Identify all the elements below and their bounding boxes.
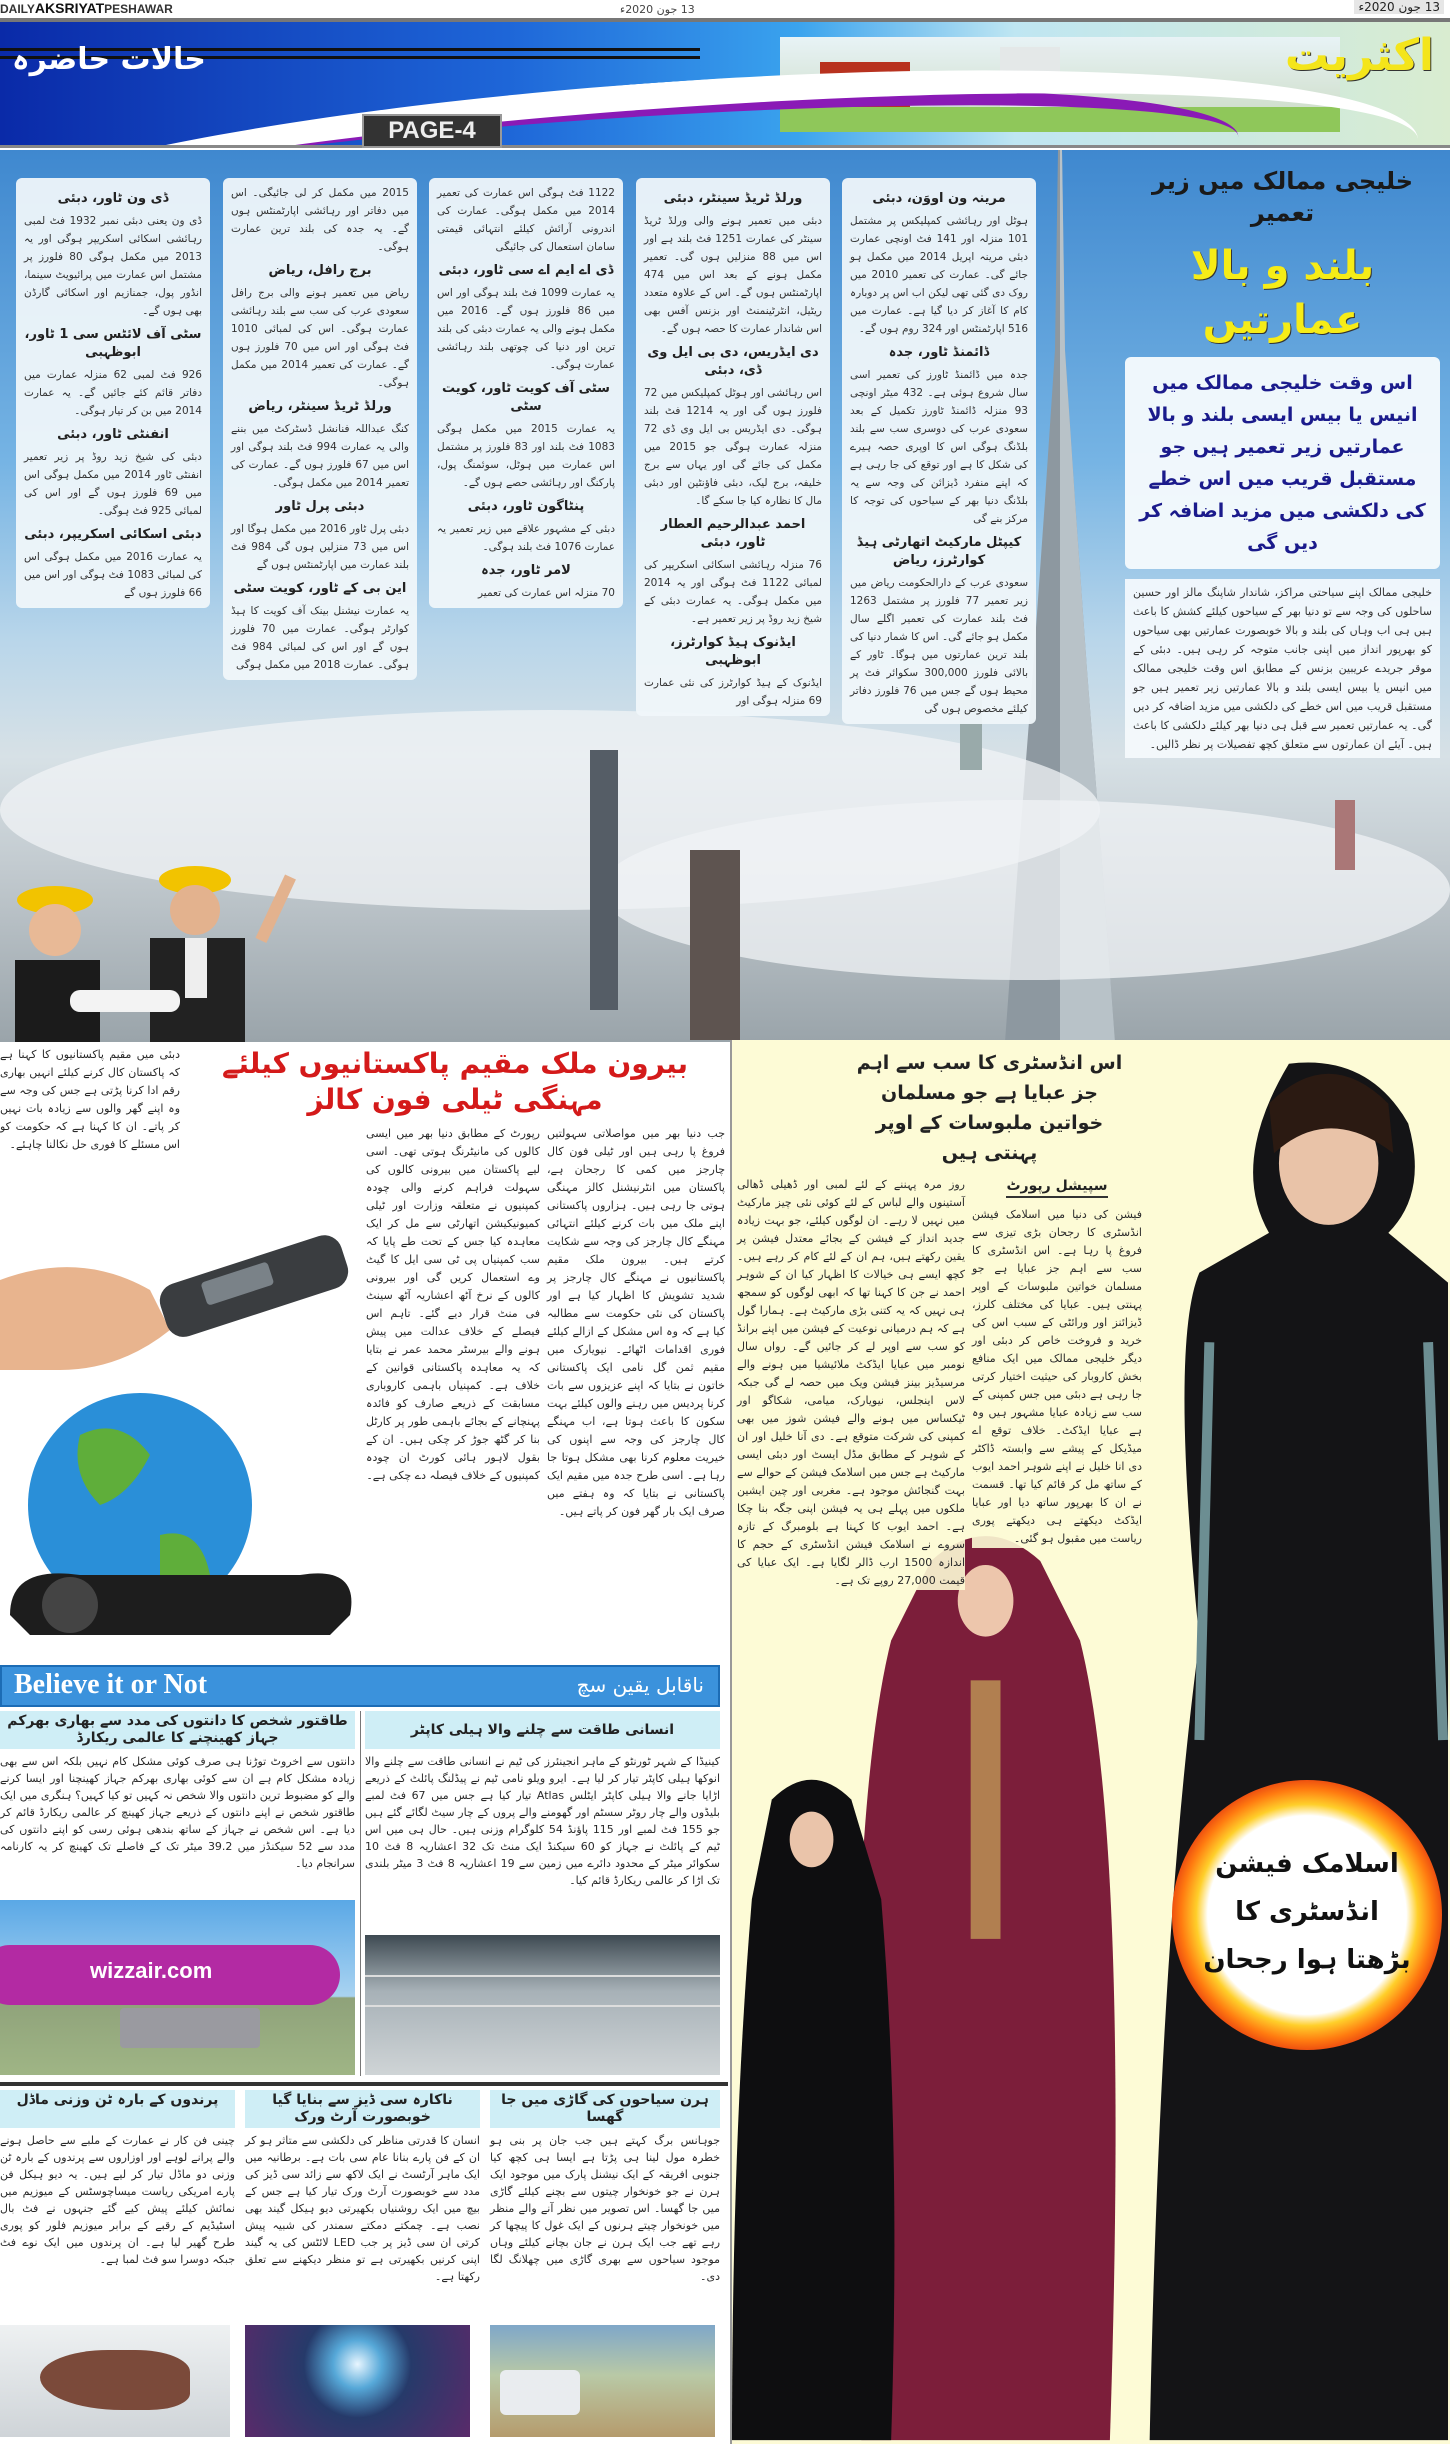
tower-text: 926 فٹ لمبی 62 منزلہ عمارت میں دفاتر قائم کئے جائیں گے۔ یہ عمارت 2014 میں بن کر تیار ہوگی۔ xyxy=(24,369,202,417)
page-number: PAGE-4 xyxy=(362,114,502,148)
tower-title: ورلڈ ٹریڈ سینٹر، دبئی xyxy=(663,191,803,206)
fashion-columns xyxy=(737,1176,1142,1590)
section-divider xyxy=(0,2082,728,2086)
tower-text: یہ عمارت 1099 فٹ بلند ہوگی اور اس میں 86 فلورز ہوں گے۔ 2016 میں مکمل ہونے والی یہ عمارت دبئی کی بلند ترین اور دنیا کی چوتھی بلند رہائشی عمارت ہوگی۔ xyxy=(437,287,615,371)
tower-text: جدہ میں ڈائمنڈ ٹاورز کی تعمیر اسی سال شروع ہوئی ہے۔ 432 میٹر اونچی 93 منزلہ ڈائمنڈ ٹاورز تکمیل کے بعد سعودی عرب کی دوسری سب سے بلند بلڈنگ ہوگی اس کا اوپری حصہ ہیرے کی شکل کا ہے اور توقع کی جا رہی ہے کہ اپنے منفرد ڈیزائن کی وجہ سے یہ بلڈنگ دنیا بھر کے سیاحوں کی توجہ کا مرکز بنے گی xyxy=(850,369,1028,525)
info-column xyxy=(429,178,623,608)
tower-title: دبئی اسکائی اسکریپر، دبئی xyxy=(24,527,202,542)
tower-text: دبئی میں تعمیر ہونے والی ورلڈ ٹریڈ سینٹر کی عمارت 1251 فٹ بلند ہے اور اس میں 88 منزلیں ہوں گی۔ تعمیر مکمل ہونے کے بعد اس میں 474 اپارٹمنٹس ہوں گے۔ اس کے علاوہ متعدد ریٹیل، انٹرٹینمنٹ اور بزنس آفس بھی اس شاندار عمارت کا حصہ ہوں گے۔ xyxy=(644,215,823,335)
tower-text: یہ عمارت 2016 میں مکمل ہوگی اس کی لمبائی 1083 فٹ ہوگی اور اس میں 66 فلورز ہوں گے xyxy=(24,551,202,599)
tower-title: ڈی اے ایم اے سی ٹاور، دبئی xyxy=(438,263,614,278)
masthead-city: PESHAWAR xyxy=(104,2,173,16)
fashion-right-column xyxy=(972,1176,1142,1590)
article-column: فیشن کی دنیا میں اسلامک فیشن انڈسٹری کا رجحان بڑی تیزی سے فروغ پا رہا ہے۔ اس انڈسٹری کا سب سے اہم جز عبایا ہے جو مسلمان خواتین ملبوسات کے اوپر پہنتی ہیں۔ عبایا کی مختلف کلرز، ڈیزائنز اور ورائٹی کے سبب اس کی خرید و فروخت خاص کر دبئی اور دیگر خلیجی ممالک میں ایک منافع بخش کاروبار کی حیثیت اختیار کرتی جا رہی ہے دبئی میں جس کمپنی کے سب سے زیادہ عبایا مشہور ہیں وہ ہے عبایا ایڈکٹ۔ خلاف توقع اے میڈیکل کے پیشے سے وابستہ ڈاکٹر دی انا خلیل نے اپنے شوہر احمد ایوب کے ساتھ مل کر قائم کیا تھا۔ قسمت نے ان کا بھرپور ساتھ دیا اور عبایا ایڈکٹ دیکھتے ہی دیکھتے پوری ریاست میں مقبول ہو گئی۔ xyxy=(972,1206,1142,1548)
masthead-brand: AKSRIYAT xyxy=(34,0,105,16)
tower-text: ریاض میں تعمیر ہونے والی برج رافل سعودی عرب کی سب سے بلند رہائشی عمارت ہوگی۔ اس کی لمبائی 1010 فٹ ہوگی اور اس میں 70 فلورز ہوں گے۔ عمارت کی تعمیر 2014 میں مکمل ہوگی۔ xyxy=(231,287,409,389)
tower-title: ڈائمنڈ ٹاور، جدہ xyxy=(888,345,990,360)
article-text: انسان کا قدرتی مناظر کی دلکشی سے متاثر ہو کر ان کے فن پارے بنانا عام سی بات ہے۔ برطانیہ میں ایک ماہر آرٹسٹ نے ایک لاکھ سے زائد سی ڈیز کی مدد سے خوبصورت آرٹ ورک تیار کیا ہے جس کے بیچ میں ایک روشنیاں بکھیرتی دیو ہیکل گیند بھی نصب ہے۔ چمکتے دمکتے سمندر کی شبیہ پیش کرتی ان سی ڈیز پر جب LED لائٹس کی یہ گیند اپنی کرنیں بکھیرتی ہے تو منظر دیکھنے سے تعلق رکھتا ہے۔ xyxy=(245,2134,480,2283)
headline: بلند و بالا عمارتیں xyxy=(1190,243,1375,343)
bird-sculpture-photo xyxy=(0,2325,230,2437)
issue-date-right: 13 جون 2020ء xyxy=(1354,0,1444,14)
tower-text: ایڈنوک کے ہیڈ کوارٹرز کی نئی عمارت 69 منزلہ ہوگی اور xyxy=(644,677,822,707)
fashion-kicker: اس انڈسٹری کا سب سے اہم جز عبایا ہے جو مسلمان خواتین ملبوسات کے اوپر پہنتی ہیں xyxy=(856,1052,1123,1164)
article-text: کینیڈا کے شہر ٹورنٹو کے ماہر انجینئرز کی ٹیم نے انسانی طاقت سے چلنے والا انوکھا ہیلی کاپٹر تیار کر لیا ہے۔ ایرو ویلو نامی ٹیم نے پیڈلنگ پائلٹ کے ذریعے اڑایا جانے والا ہیلی کاپٹر ایٹلس Atlas تیار کیا ہے جس میں 67 فٹ لمبے بلیڈوں والے چار روٹر سسٹم اور گھومنے والے پروں کے چار سیٹ لگائے گئے ہیں جو 155 فٹ لمبے اور 115 پاؤنڈ 54 کلوگرام وزنی ہیں۔ حال ہی میں اس ٹیم کے پائلٹ نے جہاز کو 60 سیکنڈ ایک منٹ تک 32 اعشاریہ 8 فٹ 10 سکوائر میٹر کے محدود دائرے میں زمین سے 19 اعشاریہ 8 فٹ 3 میٹر بلندی تک اڑا کر عالمی ریکارڈ قائم کیا۔ xyxy=(365,1755,721,1887)
issue-date: 13 جون 2020ء xyxy=(620,3,695,16)
article-title: طاقتور شخص کا دانتوں کی مدد سے بھاری بھرکم جہاز کھینچنے کا عالمی ریکارڈ xyxy=(0,1711,355,1749)
tower-text: یہ عمارت نیشنل بینک آف کویت کا ہیڈ کوارٹر ہوگی۔ عمارت میں 70 فلورز ہوں گے اور اس کی لمبائی 984 فٹ ہوگی۔ عمارت 2018 میں مکمل ہوگی xyxy=(231,605,409,671)
car-image xyxy=(500,2370,580,2415)
engineers-photo xyxy=(0,750,360,1042)
tower-image xyxy=(590,750,618,1010)
fashion-feature xyxy=(730,1040,1450,2444)
fashion-text-block xyxy=(737,1048,1142,1590)
towers-feature xyxy=(0,150,1450,1042)
info-column xyxy=(16,178,210,608)
tower-title: سٹی آف کویت ٹاور، کویت سٹی xyxy=(442,381,610,414)
section-title-en: Believe it or Not xyxy=(14,1669,208,1700)
believe-it-or-not-bar xyxy=(0,1665,720,1707)
feature-badge xyxy=(1172,1780,1442,2050)
column-divider xyxy=(360,1711,361,2076)
info-column xyxy=(636,178,830,716)
tower-title: کیپٹل مارکیٹ اتھارٹی ہیڈ کوارٹرز، ریاض xyxy=(856,535,1022,568)
section-title: حالات حاضرہ xyxy=(12,42,206,77)
tower-title: انفنٹی ٹاور، دبئی xyxy=(57,427,169,442)
info-column xyxy=(842,178,1036,724)
tower-text: کنگ عبداللہ فنانشل ڈسٹرکٹ میں بننے والی یہ عمارت 994 فٹ بلند ہوگی اور اس میں 67 فلورز ہوں گے۔ عمارت کی تعمیر 2014 میں مکمل ہوگی۔ xyxy=(231,423,409,489)
tower-text: 2015 میں مکمل کر لی جائیگی۔ اس میں دفاتر اور رہائشی اپارٹمنٹس ہوں گے۔ یہ جدہ کی بلند ترین عمارت ہوگی۔ xyxy=(231,187,409,253)
tower-image xyxy=(690,850,740,1040)
lead-text: اس وقت خلیجی ممالک میں انیس یا بیس ایسی بلند و بالا عمارتیں زیر تعمیر ہیں جو مستقبل قریب میں اس خطے کی دلکشی میں مزید اضافہ کر دیں گی xyxy=(1139,372,1426,554)
rotor-frame xyxy=(365,1975,720,1977)
rotor-frame xyxy=(365,2005,720,2007)
masthead xyxy=(0,0,173,16)
tower-text: دبئی پرل ٹاور 2016 میں مکمل ہوگا اور اس میں 73 منزلیں ہوں گی 984 فٹ بلند عمارت میں اپارٹمنٹس ہوں گے xyxy=(231,523,410,571)
tower-text: ڈی ون یعنی دبئی نمبر 1932 فٹ لمبی رہائشی اسکائی اسکریپر ہوگی اور یہ 2013 میں مکمل ہوگی 80 فلورز پر مشتمل اس عمارت میں پرائیویٹ سینما، انڈور پول، جمنازیم اور اسکائی گارڈن بھی ہوں گے۔ xyxy=(24,215,202,317)
tower-text: 70 منزلہ اس عمارت کی تعمیر xyxy=(478,587,615,599)
article-column: رپورٹ کے مطابق دنیا بھر میں ایسی کالوں کی مانیٹرنگ ہوتی تھی۔ اسی لیے پاکستان میں بیرونی کالوں کی سہولت فراہم کرنے والی چودہ کمپنیوں نے متعلقہ وزارت اور ٹیلی کمیونیکیشن اتھارٹی سے مل کر ایک معاہدہ کیا جس کے تحت طے پایا کہ سب کمپنیاں پی ٹی سی ایل کا گیٹ وے استعمال کریں گی اور بیرونی کالوں کے نرخ آٹھ اعشاریہ آٹھ سینٹ فی منٹ قرار دیے گئے۔ تاہم اس فیصلے کے خلاف عدالت میں پیش ہونے والے بیرسٹر محمد عمر نے بتایا کہ یہ معاہدہ پاکستانی قوانین کے خلاف ہے۔ کمپنیاں باہمی کاروباری مسابقت کے ذریعے صارف کو فائدہ پہنچانے کے بجائے باہمی طور پر کارٹل بنا کر گٹھ جوڑ کر چکی ہیں۔ ان کے بقول لاہور ہائی کورٹ ان چودہ کمپنیوں کے خلاف فیصلہ دے چکی ہے۔ xyxy=(366,1127,540,1482)
tower-title: پنٹاگون ٹاور، دبئی xyxy=(467,499,585,514)
tower-text: 76 منزلہ رہائشی اسکائی اسکریپر کی لمبائی 1122 فٹ ہوگی اور یہ 2014 میں مکمل ہوگی۔ یہ عمارت دبئی کے شیخ زید روڈ پر زیر تعمیر ہے۔ xyxy=(644,559,823,625)
badge-text: اسلامک فیشن انڈسٹری کا بڑھتا ہوا رجحان xyxy=(1203,1849,1411,1975)
hand-phone-photo xyxy=(0,1220,360,1385)
tower-title: برج رافل، ریاض xyxy=(268,263,372,278)
article-column: جب دنیا بھر میں مواصلاتی سہولتیں فروغ پا رہی ہیں اور ٹیلی فون کال چارجز میں کمی کا رجحان ہے، پاکستان میں انٹرنیشنل کالز مہنگی ہوتی جا رہی ہیں۔ ہزاروں پاکستانی اپنے ملک میں بات کرنے کیلئے انتہائی مہنگے کال چارجز کی وجہ سے شکایت کرتے ہیں۔ بیرون ملک مقیم پاکستانیوں نے مہنگے کال چارجز پر شدید تشویش کا اظہار کیا ہے اور پاکستان کی نئی حکومت سے مطالبہ کیا ہے کہ وہ اس مشکل کے ازالے کیلئے فوری اقدامات اٹھائے۔ نیویارک میں مقیم ثمن گل نامی ایک پاکستانی خاتون نے بتایا کہ اپنے عزیزوں سے بات کرنا پردیس میں رہنے والوں کیلئے بہت سکون کا باعث ہوتا ہے، اب مہنگے کال چارجز کی وجہ سے اپنوں کی خیریت معلوم کرنا بھی مشکل ہوتا جا رہا ہے۔ اسی طرح جدہ میں مقیم ایک پاکستانی نے بتایا کہ وہ ہفتے میں صرف ایک بار گھر فون کر پاتے ہیں۔ xyxy=(547,1127,725,1518)
bird-model xyxy=(40,2350,190,2410)
headline-kicker: خلیجی ممالک میں زیر تعمیر xyxy=(1151,167,1414,227)
tower-title: ایڈنوک ہیڈ کوارٹرز، ابوظہبی xyxy=(670,635,796,668)
tower-title: ورلڈ ٹریڈ سینٹر، ریاض xyxy=(248,399,392,414)
article-text: دانتوں سے اخروٹ توڑنا ہی صرف کوئی مشکل کام نہیں بلکہ اس سے بھی زیادہ مشکل کام ہے ان سے کوئی بھاری بھرکم جہاز کھینچنا اور ایسا کرنے والے کو مضبوط ترین دانتوں والا شخص نہ کہیں تو کیا کہیں؟ ہنگری میں ایک طاقتور شخص نے اپنے دانتوں کے ذریعے جہاز کھینچ کر عالمی ریکارڈ قائم کر دیا ہے۔ اس شخص نے جہاز کے ساتھ بندھی ہوئی رسی کو اپنے دانتوں کی مدد سے 52 سیکنڈز میں 39.2 میٹر تک کے فاصلے تک کھینچ کر یہ کارنامہ سرانجام دیا۔ xyxy=(0,1755,355,1870)
tower-text: سعودی عرب کے دارالحکومت ریاض میں زیر تعمیر 77 فلورز پر مشتمل 1263 فٹ بلند عمارت کی تعمیر اگلے سال مکمل ہو جائے گی۔ اس کا شمار دنیا کی بلند ترین عمارتوں میں ہوگا۔ ٹاور کے بالائی فلورز 300,000 سکوائر فٹ پر محیط ہوں گے جس میں 76 فلورز دفاتر کیلئے مخصوص ہوں گی xyxy=(850,577,1029,715)
globe-telephone-photo xyxy=(0,1385,360,1660)
article-title: انسانی طاقت سے چلنے والا ہیلی کاپٹر xyxy=(365,1711,720,1749)
plane-photo xyxy=(0,1900,355,2075)
cd-artwork-photo xyxy=(245,2325,470,2437)
tower-title: سٹی آف لائٹس سی 1 ٹاور، ابوظہبی xyxy=(24,327,202,360)
deer-car-photo xyxy=(490,2325,715,2437)
side-text: دبئی میں مقیم پاکستانیوں کا کہنا ہے کہ پاکستان کال کرنے کیلئے انہیں بھاری رقم ادا کرنا پڑتی ہے جس کی وجہ سے وہ اپنے گھر والوں سے زیادہ بات نہیں کر پاتے۔ ان کا کہنا ہے کہ حکومت کو اس مسئلے کا فوری حل نکالنا چاہئے۔ xyxy=(0,1048,180,1151)
article-title: ناکارہ سی ڈیز سے بنایا گیا خوبصورت آرٹ ورک xyxy=(245,2090,480,2128)
phone-headline: بیرون ملک مقیم پاکستانیوں کیلئے مہنگی ٹیلی فون کالز xyxy=(221,1047,689,1116)
tower-title: لامر ٹاور، جدہ xyxy=(481,563,571,578)
intro-text: خلیجی ممالک اپنے سیاحتی مراکز، شاندار شاپنگ مالز اور حسین ساحلوں کی وجہ سے تو دنیا بھر کے سیاحوں کیلئے کشش کا باعث ہیں ہی اب وہاں کی بلند و بالا خوبصورت عمارتیں بھی سیاحوں کو بھرپور انداز میں اپنی جانب متوجہ کر رہی ہیں۔ دبئی کے موقر جریدے عریبین بزنس کے مطابق اس وقت خلیجی ممالک میں انیس یا بیس ایسی بلند و بالا عمارتیں زیر تعمیر ہیں جو مستقبل قریب میں اس خطے کی دلکشی میں مزید اضافہ کر دیں گی۔ یہ عمارتیں تعمیر سے قبل ہی دنیا بھر کیلئے دلکشی کا باعث ہیں۔ آیئے ان عمارتوں سے متعلق کچھ تفصیلات پر نظر ڈالیں۔ xyxy=(1125,579,1440,758)
tower-title: این بی کے ٹاور، کویت سٹی xyxy=(233,581,407,596)
article-text: چینی فن کار نے عمارت کے ملبے سے حاصل ہونے والے پرانے لوہے اور اوزاروں سے پرندوں کے بارہ ٹن وزنی دو ماڈل تیار کر لیے ہیں۔ یہ دیو ہیکل فن پارے امریکی ریاست میساچوسٹس کے میوزیم میں نمائش کیلئے پیش کیے گئے جنہوں نے فٹ بال اسٹیڈیم کے رقبے کے برابر میوزیم فلور کو پوری طرح گھیر لیا ہے۔ ان پرندوں میں ایک نوے فٹ جبکہ دوسرا سو فٹ لمبا ہے۔ xyxy=(0,2134,235,2266)
tower-text: دبئی کے مشہور علاقے میں زیر تعمیر یہ عمارت 1076 فٹ بلند ہوگی۔ xyxy=(437,523,615,553)
info-column xyxy=(223,178,417,680)
tower-image xyxy=(1335,800,1355,870)
page-banner xyxy=(0,18,1450,148)
tower-title: دی ایڈریس، دی بی ایل وی ڈی، دبئی xyxy=(647,345,819,378)
byline: سپیشل رپورٹ xyxy=(1006,1176,1107,1198)
tower-title: ڈی ون ٹاور، دبئی xyxy=(57,191,169,206)
article-column: روز مرہ پہننے کے لئے لمبی اور ڈھیلی ڈھالی آستینوں والے لباس کے لئے کوئی نئی چیز مارکیٹ میں نہیں لا رہے۔ ان لوگوں کیلئے، جو بہت زیادہ جدید انداز کے فیشن کے بجائے معتدل فیشن پر یقین رکھتے ہیں، ہم ان کے لئے کام کر رہے ہیں۔ کچھ ایسے ہی خیالات کا اظہار کیا ان کے شوہر احمد نے جن کا کہنا تھا کہ ابھی لوگوں کو سمجھ ہی نہیں کہ یہ کتنی بڑی مارکیٹ ہے۔ ہمارا گول ہے کہ ہم درمیانی نوعیت کے فیشن میں اپنے برانڈ کو سب سے اوپر لے کر جائیں گے۔ رواں سال نومبر میں عبایا ایڈکٹ ملائیشیا میں ہونے والے مرسیڈیز بینز فیشن ویک میں حصہ لے گی جبکہ لاس اینجلس، نیویارک، میامی، شکاگو اور ٹیکساس میں ہونے والے فیشن شوز میں بھی کمپنی کی شرکت متوقع ہے۔ دی آنا خلیل اور ان کے شوہر کے مطابق مڈل ایسٹ اور دبئی ایسی مارکیٹ ہے جس میں اسلامک فیشن کے حوالے سے بہت گنجائش موجود ہے۔ مغربی اور چین ایشین ملکوں میں پہلے ہی یہ فیشن اپنی جگہ بنا چکا ہے۔ احمد ایوب کا کہنا ہے بلومبرگ کے تازہ سروے نے اسلامک فیشن انڈسٹری کے حجم کا اندازہ 1500 ارب ڈالر لگایا ہے۔ ایک عبایا کی قیمت 27,000 روپے تک ہے۔ xyxy=(737,1176,965,1590)
article-text: جوہانس برگ کہتے ہیں جب جان پر بنی ہو خطرہ مول لینا ہی پڑتا ہے ایسا ہی کچھ کیا جنوبی افریقہ کے ایک نیشنل پارک میں موجود ایک ہرن نے جو خونخوار چیتوں سے بچنے کیلئے گاڑی میں جا گھسا۔ اس تصویر میں نظر آنے والے منظر میں خونخوار چیتے ہرنوں کے ایک غول کا پیچھا کر رہے تھے جب ایک ہرن نے جان بچانے کیلئے وہاں موجود سیاحوں سے بھری گاڑی میں چھلانگ لگا دی۔ xyxy=(490,2134,720,2283)
tower-text: یہ عمارت 2015 میں مکمل ہوگی 1083 فٹ بلند اور 83 فلورز پر مشتمل اس عمارت میں ہوٹل، سوئمنگ پول، پارکنگ اور رہائشی حصے ہوں گے۔ xyxy=(437,423,615,489)
tower-text: دبئی کی شیخ زید روڈ پر زیر تعمیر انفنٹی ٹاور 2014 میں مکمل ہوگی اس میں 69 فلورز ہوں گے اور اس کی لمبائی 925 فٹ ہوگی۔ xyxy=(24,451,202,517)
headline-block xyxy=(1125,165,1440,758)
tower-text: ہوٹل اور رہائشی کمپلیکس پر مشتمل 101 منزلہ اور 141 فٹ اونچی عمارت دبئی مرینہ اپریل 2014 میں مکمل ہو جائے گی۔ عمارت کی تعمیر 2010 میں روک دی گئی تھی لیکن اب اس پر دوبارہ کام کا آغاز کر دیا گیا ہے۔ عمارت میں 516 اپارٹمنٹس اور 324 روم ہوں گے۔ xyxy=(850,215,1029,335)
tower-text: 1122 فٹ ہوگی اس عمارت کی تعمیر 2014 میں مکمل ہوگی۔ عمارت کی اندرونی آرائش کیلئے انتہائی قیمتی سامان استعمال کی جائیگی xyxy=(437,187,615,253)
section-title-ur: ناقابل یقین سچ xyxy=(576,1673,704,1697)
tower-title: مرینہ ون اووَن، دبئی xyxy=(872,191,1006,206)
plane-engine xyxy=(120,2008,260,2048)
tower-title: دبئی پرل ٹاور xyxy=(275,499,365,514)
tower-text: اس رہائشی اور ہوٹل کمپلیکس میں 72 فلورز ہوں گی اور یہ 1214 فٹ بلند ہوگی۔ دی ایڈریس بی ایل وی ڈی 72 منزلہ عمارت ہوگی جو 2015 میں مکمل کی جائے گی اور یہاں سے برج خلیفہ، برج لیک، دبئی فاؤنٹین اور دبئی مال کا نظارہ کیا جا سکے گا۔ xyxy=(644,387,823,507)
plane-livery: wizzair.com xyxy=(90,1958,213,1983)
lead-box xyxy=(1125,357,1440,569)
tower-title: احمد عبدالرحیم العطار ٹاور، دبئی xyxy=(660,517,806,550)
masthead-prefix: DAILY xyxy=(0,2,35,16)
helicopter-hangar-photo xyxy=(365,1935,720,2075)
article-title: پرندوں کے بارہ ٹن وزنی ماڈل xyxy=(0,2090,235,2128)
newspaper-logo: اکثریت xyxy=(1284,30,1434,81)
article-title: ہرن سیاحوں کی گاڑی میں جا گھسا xyxy=(490,2090,720,2128)
